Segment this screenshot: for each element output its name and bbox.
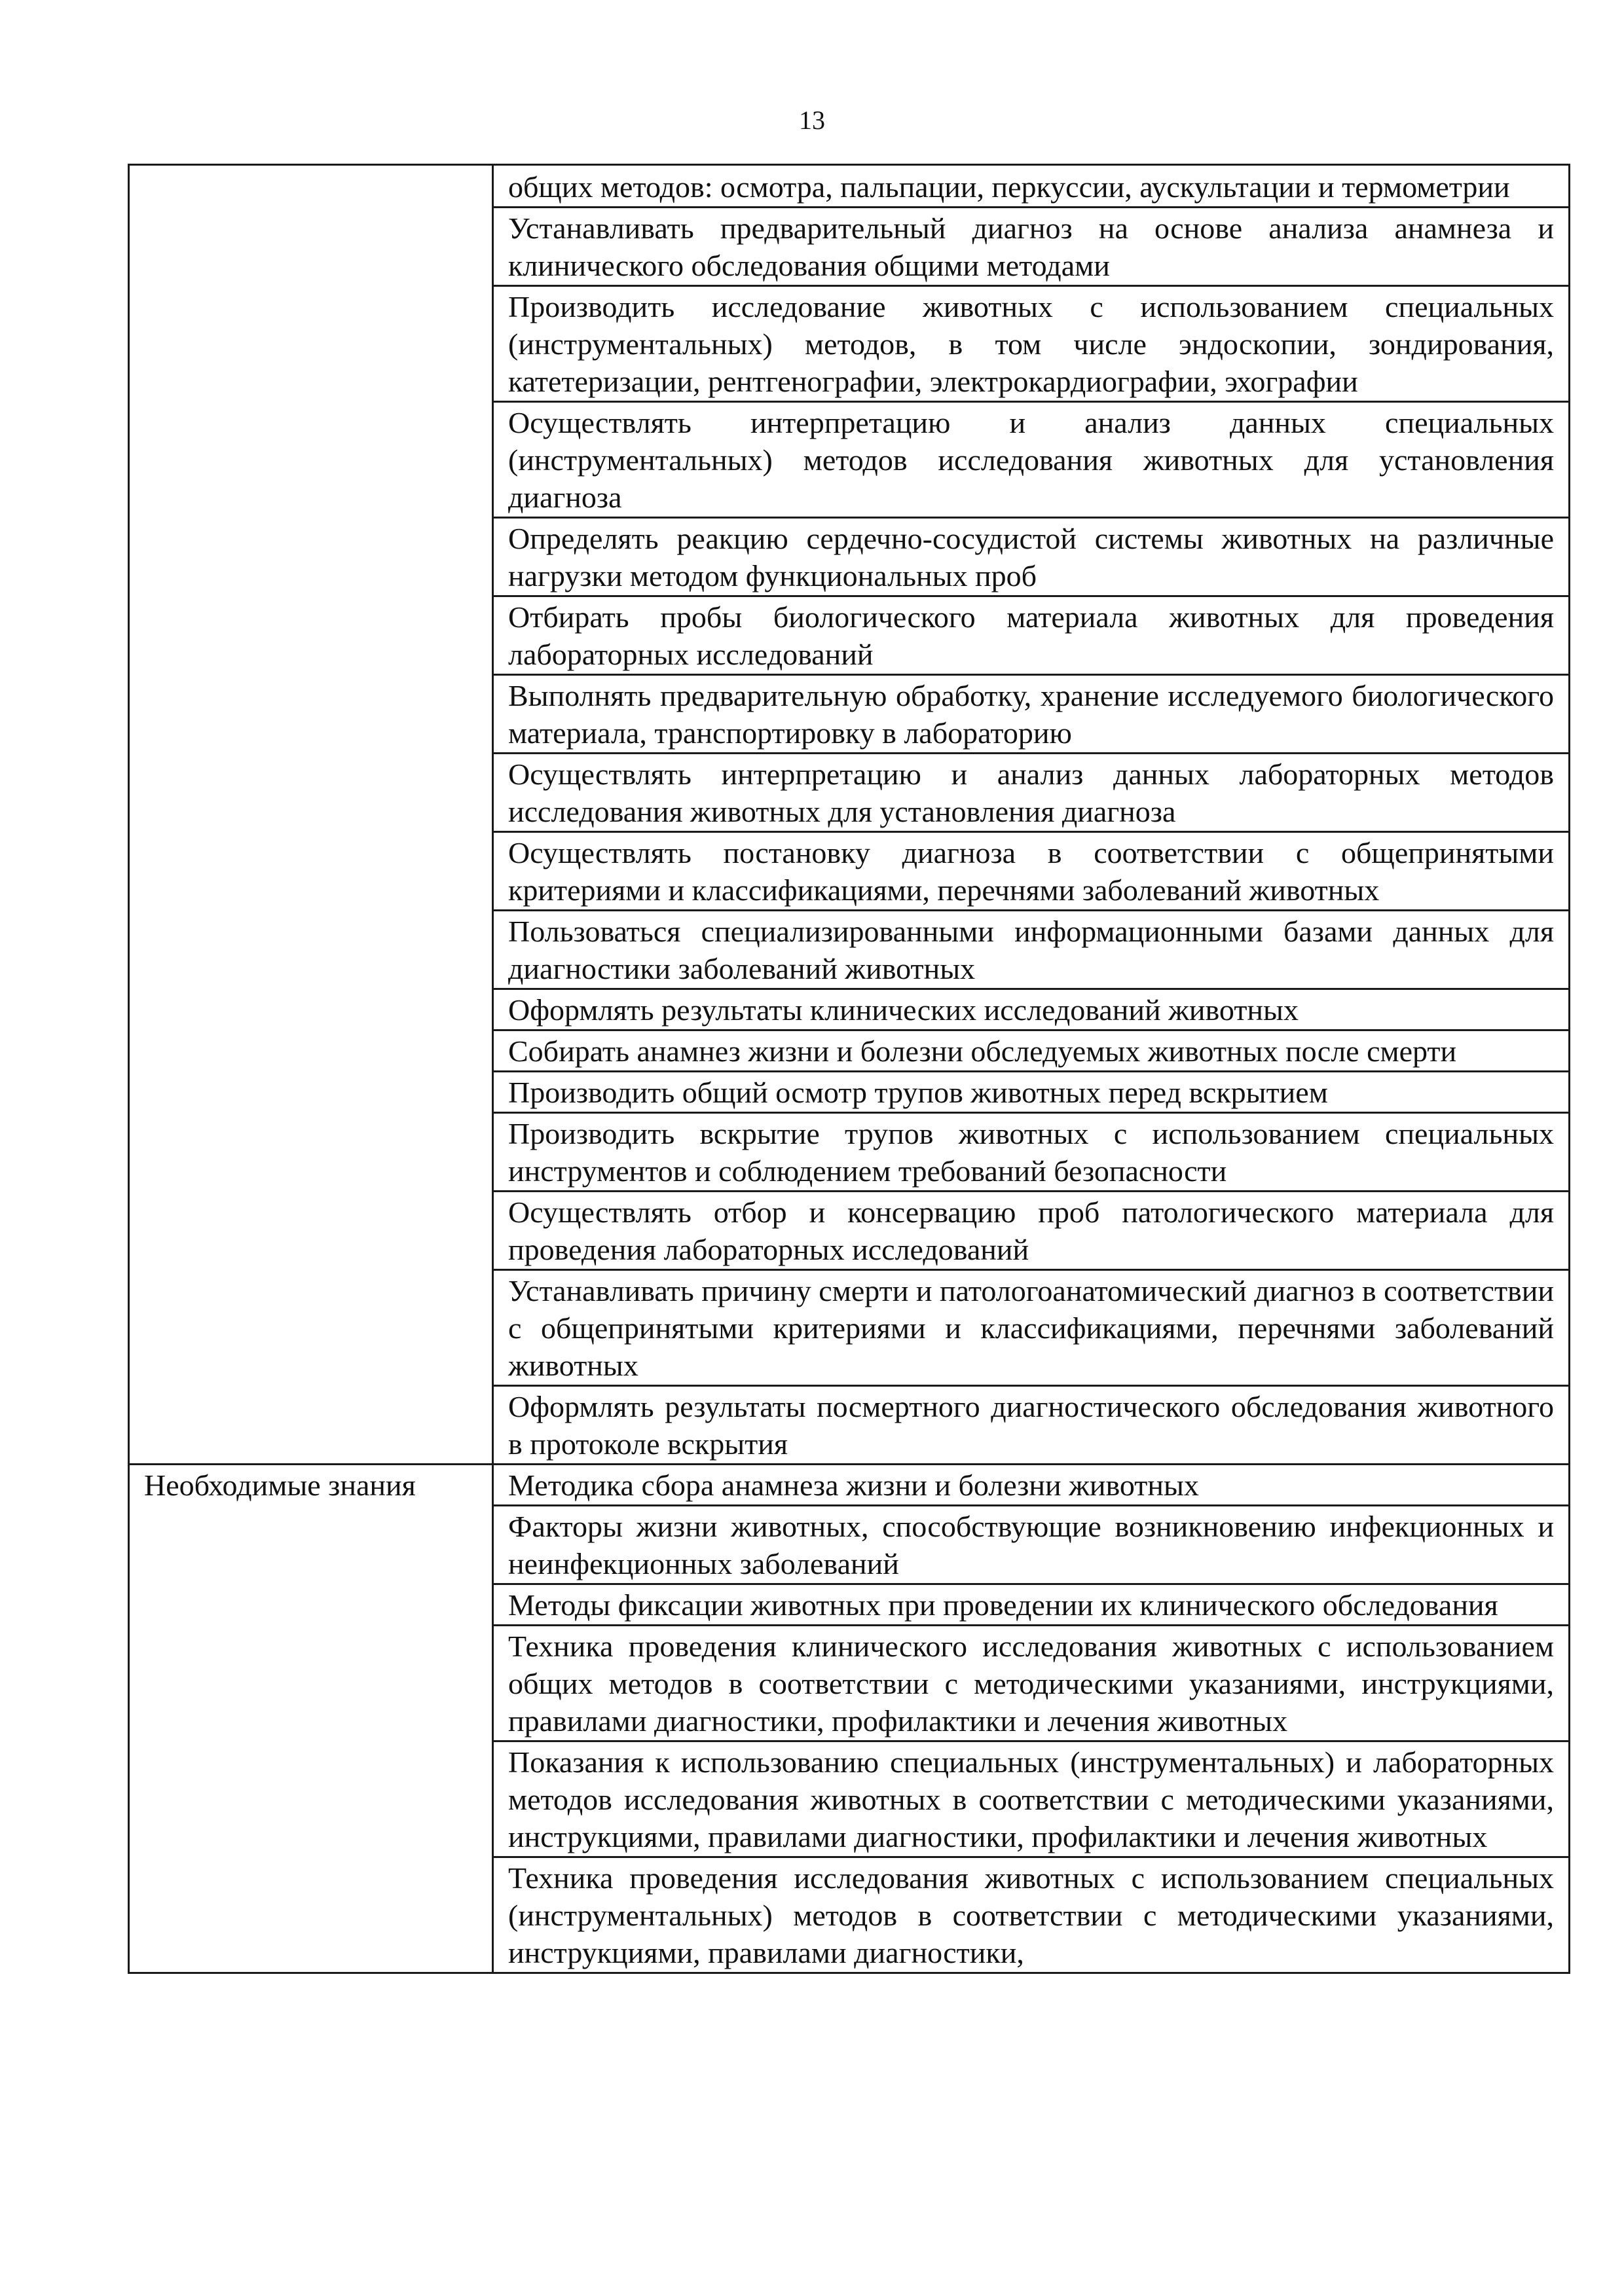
table-cell-item: Методы фиксации животных при проведении их клинического обследования [493,1584,1570,1626]
table-cell-item: Техника проведения клинического исследования животных с использованием общих методов в соответствии с методическими указаниями, инструкциями, правилами диагностики, профилактики и лечения животных [493,1626,1570,1741]
table-cell-item: Устанавливать предварительный диагноз на основе анализа анамнеза и клинического обследования общими методами [493,208,1570,286]
table-cell-item: Факторы жизни животных, способствующие возникновению инфекционных и неинфекционных заболеваний [493,1506,1570,1584]
table-cell-item: Производить исследование животных с использованием специальных (инструментальных) методов, в том числе эндоскопии, зондирования, катетеризации, рентгенографии, электрокардиографии, эхографии [493,286,1570,402]
table-cell-item: Производить вскрытие трупов животных с использованием специальных инструментов и соблюдением требований безопасности [493,1113,1570,1192]
table-cell-item: Техника проведения исследования животных с использованием специальных (инструментальных) методов в соответствии с методическими указаниями, инструкциями, правилами диагностики, [493,1857,1570,1973]
table-cell-item: Собирать анамнез жизни и болезни обследуемых животных после смерти [493,1030,1570,1072]
table-cell-item: общих методов: осмотра, пальпации, перкуссии, аускультации и термометрии [493,165,1570,208]
table-cell-item: Осуществлять интерпретацию и анализ данных специальных (инструментальных) методов исследования животных для установления диагноза [493,402,1570,518]
table-cell-item: Осуществлять интерпретацию и анализ данных лабораторных методов исследования животных для установления диагноза [493,754,1570,832]
page-number: 13 [799,105,825,135]
table-row [129,1465,1570,1506]
table-cell-item: Осуществлять постановку диагноза в соответствии с общепринятыми критериями и классификациями, перечнями заболеваний животных [493,832,1570,911]
table-cell-item: Выполнять предварительную обработку, хранение исследуемого биологического материала, транспортировку в лабораторию [493,675,1570,754]
table-cell-item: Определять реакцию сердечно-сосудистой системы животных на различные нагрузки методом функциональных проб [493,518,1570,596]
table-cell-item: Устанавливать причину смерти и патологоанатомический диагноз в соответствии с общепринятыми критериями и классификациями, перечнями заболеваний животных [493,1270,1570,1386]
table-cell-item: Отбирать пробы биологического материала животных для проведения лабораторных исследований [493,596,1570,675]
table-row [129,165,1570,208]
section-label-skills [129,165,493,1465]
table-cell-item: Показания к использованию специальных (инструментальных) и лабораторных методов исследования животных в соответствии с методическими указаниями, инструкциями, правилами диагностики, профилактики и лечения животных [493,1741,1570,1857]
requirements-table [128,164,1570,1974]
table-cell-item: Оформлять результаты посмертного диагностического обследования животного в протоколе вскрытия [493,1386,1570,1465]
table-cell-item: Оформлять результаты клинических исследований животных [493,989,1570,1030]
table-cell-item: Пользоваться специализированными информационными базами данных для диагностики заболеваний животных [493,911,1570,989]
table-cell-item: Производить общий осмотр трупов животных перед вскрытием [493,1072,1570,1113]
table-cell-item: Осуществлять отбор и консервацию проб патологического материала для проведения лабораторных исследований [493,1192,1570,1270]
section-label-knowledge: Необходимые знания [129,1465,493,1973]
table-cell-item: Методика сбора анамнеза жизни и болезни животных [493,1465,1570,1506]
